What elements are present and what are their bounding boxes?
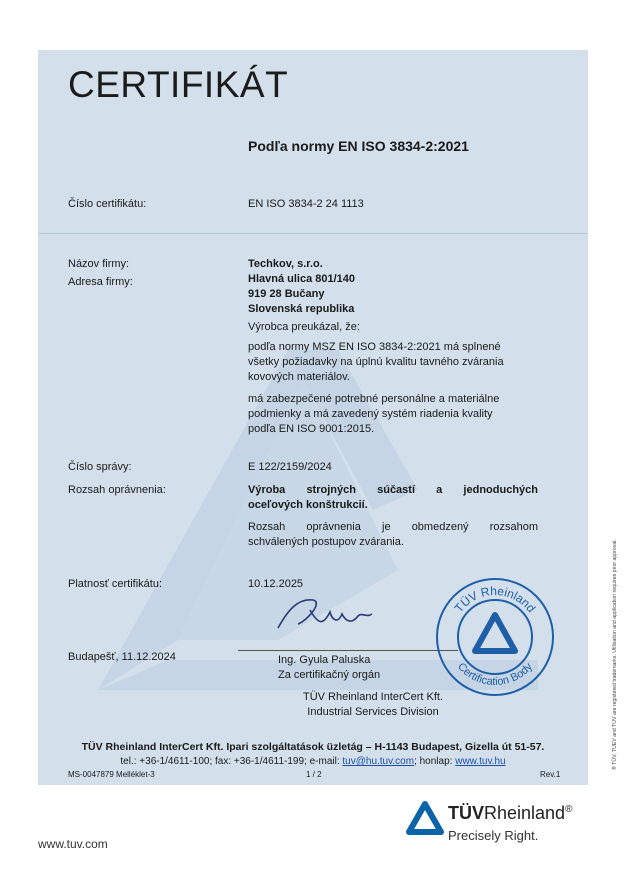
company-line: Techkov, s.r.o. <box>248 258 323 270</box>
issue-place-date: Budapešť, 11.12.2024 <box>68 651 176 663</box>
signature-icon <box>268 590 388 640</box>
declaration-paragraph-2 <box>248 392 499 437</box>
signatory-block <box>278 653 380 683</box>
cert-number-label: Číslo certifikátu: <box>68 198 147 210</box>
validity-label: Platnosť certifikátu: <box>68 578 162 590</box>
seal-top-text: TÜV Rheinland <box>451 583 539 616</box>
scope-label: Rozsah oprávnenia: <box>68 484 166 496</box>
declaration-line: podmienky a má zavedený systém riadenia kvality <box>248 408 493 420</box>
declaration-line: kovových materiálov. <box>248 371 350 383</box>
tuv-logo-icon <box>405 800 445 836</box>
issuer-name: TÜV Rheinland InterCert Kft. <box>302 691 443 703</box>
doc-ref: MS-0047879 Melléklet-3 <box>68 770 155 779</box>
footer-web-link[interactable]: www.tuv.hu <box>455 756 506 767</box>
report-number-label: Číslo správy: <box>68 461 132 473</box>
declaration-line: podľa EN ISO 9001:2015. <box>248 423 375 435</box>
seal-bottom-text: Certification Body <box>455 660 535 689</box>
website-url[interactable]: www.tuv.com <box>38 837 108 851</box>
footer-contact <box>76 756 550 767</box>
company-line: Slovenská republika <box>248 303 355 315</box>
scope-value <box>248 483 538 513</box>
trademark-note: ® TÜV, TUEV and TUV are registered trademarks. Utilisation and application requires prior approval. <box>612 539 618 770</box>
cert-number-value: EN ISO 3834-2 24 1113 <box>248 198 364 210</box>
brand-tagline: Precisely Right. <box>448 828 539 843</box>
footer-address: TÜV Rheinland InterCert Kft. Ipari szolgáltatások üzletág – H-1143 Budapest, Gizella út 51-57. <box>81 741 545 753</box>
brand-name-light: Rheinland <box>484 803 566 823</box>
footer-email-link[interactable]: tuv@hu.tuv.com <box>342 756 415 767</box>
brand-reg: ® <box>565 804 573 815</box>
standard-heading: Podľa normy EN ISO 3834-2:2021 <box>248 138 469 154</box>
footer-web-label: ; honlap: <box>414 756 453 767</box>
declaration-line: všetky požiadavky na úplnú kvalitu tavného zvárania <box>248 356 504 368</box>
revision: Rev.1 <box>540 770 561 779</box>
company-line: Hlavná ulica 801/140 <box>248 273 356 285</box>
issuer-division: Industrial Services Division <box>307 706 439 718</box>
certificate-title: CERTIFIKÁT <box>68 64 289 105</box>
declaration-paragraph-1 <box>248 340 504 385</box>
scope-line: Výroba strojných súčastí a jednoduchých <box>248 484 538 496</box>
declaration-intro: Výrobca preukázal, že: <box>248 321 360 333</box>
company-address-label: Adresa firmy: <box>68 276 133 288</box>
report-number-value: E 122/2159/2024 <box>248 461 332 473</box>
signatory-name: Ing. Gyula Paluska <box>278 654 371 666</box>
declaration-line: podľa normy MSZ EN ISO 3834-2:2021 má splnené <box>248 341 501 353</box>
validity-value: 10.12.2025 <box>248 578 304 590</box>
certificate-sheet <box>38 50 588 785</box>
brand-name-bold: TÜV <box>448 803 484 823</box>
company-block <box>248 257 355 317</box>
page-number: 1 / 2 <box>306 770 322 779</box>
divider <box>38 233 588 234</box>
footer-tel: tel.: +36-1/4611-100; fax: +36-1/4611-199; e-mail: <box>120 756 340 767</box>
signature-line <box>238 650 458 651</box>
brand-name <box>448 803 572 824</box>
signatory-role: Za certifikačný orgán <box>278 669 381 681</box>
declaration-line: má zabezpečené potrebné personálne a materiálne <box>248 393 500 405</box>
certification-seal-icon <box>433 575 558 700</box>
scope-note-line: schválených postupov zvárania. <box>248 536 404 548</box>
scope-line: oceľových konštrukcií. <box>248 499 368 511</box>
company-name-label: Názov firmy: <box>68 258 130 270</box>
company-line: 919 28 Bučany <box>248 288 325 300</box>
scope-note <box>248 520 538 550</box>
scope-note-line: Rozsah oprávnenia je obmedzený rozsahom <box>248 521 538 533</box>
